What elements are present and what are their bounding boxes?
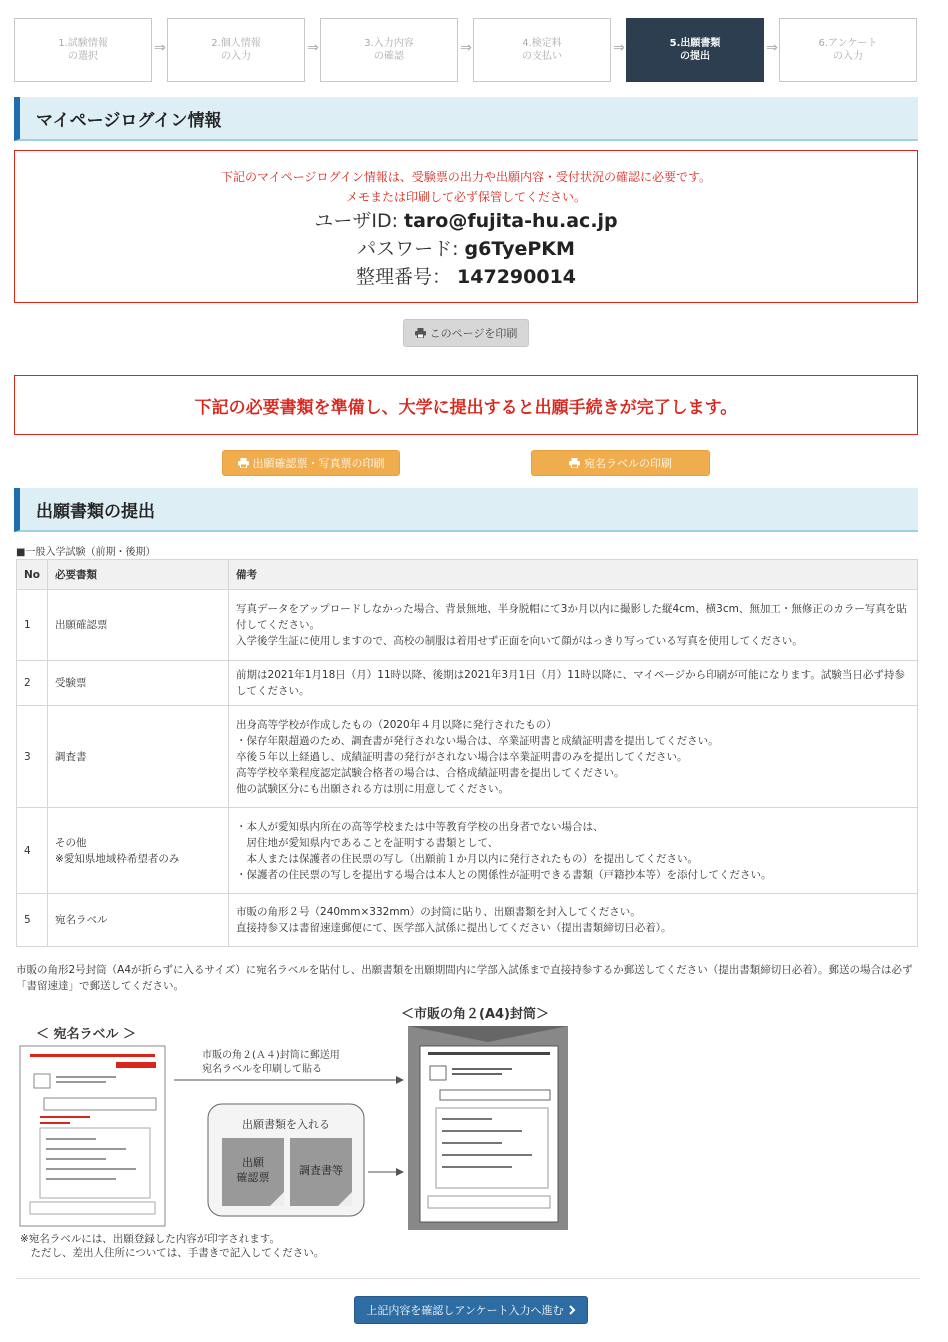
row-remarks: ・本人が愛知県内所在の高等学校または中等教育学校の出身者でない場合は、 居住地が愛知県内であることを証明する書類として、 本人または保護者の住民票の写し（出願前１か月以内に発行されたもの）を提出してください。 ・保護者の住民票の写しを提出する場合は本人との関係性が証明できる書類（戸籍抄本等）を添付してください。 xyxy=(229,808,918,894)
table-header-row xyxy=(17,560,918,590)
user-id-value: taro@fujita-hu.ac.jp xyxy=(404,210,618,232)
login-info-box xyxy=(14,150,918,303)
arrow-right-icon xyxy=(396,1168,404,1176)
table-row xyxy=(17,590,918,661)
row-remarks: 出身高等学校が作成したもの（2020年４月以降に発行されたもの） ・保存年限超過のため、調査書が発行されない場合は、卒業証明書と成績証明書を提出してください。 卒後５年以上経過し、成績証明書の発行がされない場合は卒業証明書のみを提出してください。 高等学校卒業程度認定試験合格者の場合は、合格成績証明書を提出してください。 他の試験区分にも出願される方は別に用意してください。 xyxy=(229,706,918,808)
print-page-button[interactable]: このページを印刷 xyxy=(403,319,529,347)
row-remarks: 写真データをアップロードしなかった場合、背景無地、半身脱帽にて3か月以内に撮影した縦4cm、横3cm、無加工・無修正のカラー写真を貼付してください。 入学後学生証に使用しますので、高校の制服は着用せず正面を向いて顔がはっきり写っている写真を使用してください。 xyxy=(229,590,918,661)
step-4: 4.検定料 の支払い xyxy=(473,18,611,82)
label-title: ＜ 宛名ラベル ＞ xyxy=(36,1027,137,1042)
doc-b-label: 調査書等 xyxy=(299,1164,343,1177)
row-no: 5 xyxy=(17,894,48,947)
progress-steps xyxy=(14,18,918,82)
step-arrow-icon: ⇒ xyxy=(613,40,625,56)
login-note-2: メモまたは印刷して必ず保管してください。 xyxy=(345,190,586,204)
exam-caption: ■一般入学試験（前期・後期） xyxy=(16,547,156,558)
label-footnote-1: ※宛名ラベルには、出願登録した内容が印字されます。 xyxy=(20,1233,280,1245)
table-row xyxy=(17,894,918,947)
docs-section-title: 出願書類の提出 xyxy=(14,488,918,532)
arrow-text-1: 市販の角２(Ａ４)封筒に郵送用 xyxy=(202,1050,340,1061)
divider xyxy=(16,1278,920,1279)
step-1: 1.試験情報 の選択 xyxy=(14,18,152,82)
row-no: 3 xyxy=(17,706,48,808)
row-document: 調査書 xyxy=(48,706,229,808)
login-section-title: マイページログイン情報 xyxy=(14,97,918,141)
table-row xyxy=(17,808,918,894)
mailing-illustration xyxy=(16,1002,596,1264)
printer-icon xyxy=(569,458,580,468)
step-3: 3.入力内容 の確認 xyxy=(320,18,458,82)
docs-box-title: 出願書類を入れる xyxy=(242,1118,330,1131)
next-survey-button[interactable]: 上記内容を確認しアンケート入力へ進む xyxy=(354,1296,588,1324)
step-2: 2.個人情報 の入力 xyxy=(167,18,305,82)
row-no: 2 xyxy=(17,661,48,706)
step-arrow-icon: ⇒ xyxy=(154,40,166,56)
chevron-right-icon xyxy=(568,1305,576,1315)
reference-number-value: 147290014 xyxy=(457,266,577,288)
print-address-label-button[interactable]: 宛名ラベルの印刷 xyxy=(531,450,710,476)
mailing-instructions: 市販の角形2号封筒（A4が折らずに入るサイズ）に宛名ラベルを貼付し、出願書類を出願期間内に学部入試係まで直接持参するか郵送してください（提出書類締切日必着）。郵送の場合は必ず「書留速達」で郵送してください。 xyxy=(16,964,913,992)
step-6: 6.アンケート の入力 xyxy=(779,18,917,82)
address-label-image xyxy=(20,1046,165,1226)
password-value: g6TyePKM xyxy=(464,238,575,260)
table-row xyxy=(17,661,918,706)
col-no: No xyxy=(17,560,48,590)
row-document: 出願確認票 xyxy=(48,590,229,661)
envelope-title: ＜市販の角２(A4)封筒＞ xyxy=(401,1007,549,1022)
step-5-current: 5.出願書類 の提出 xyxy=(626,18,764,82)
label-footnote-2: ただし、差出人住所については、手書きで記入してください。 xyxy=(20,1247,325,1259)
arrow-text-2: 宛名ラベルを印刷して貼る xyxy=(202,1064,322,1075)
row-remarks: 市販の角形２号（240mm×332mm）の封筒に貼り、出願書類を封入してください。 直接持参又は書留速達郵便にて、医学部入試係に提出してください（提出書類締切日必着）。 xyxy=(229,894,918,947)
arrow-right-icon xyxy=(396,1076,404,1084)
password-line: パスワード: g6TyePKM xyxy=(357,238,575,260)
completion-notice: 下記の必要書類を準備し、大学に提出すると出願手続きが完了します。 xyxy=(14,375,918,435)
svg-text:出願: 出願 xyxy=(242,1156,264,1169)
row-document: 宛名ラベル xyxy=(48,894,229,947)
documents-box xyxy=(208,1104,364,1216)
row-no: 1 xyxy=(17,590,48,661)
printer-icon xyxy=(415,328,426,338)
login-note-1: 下記のマイページログイン情報は、受験票の出力や出願内容・受付状況の確認に必要です。 xyxy=(221,170,711,184)
row-remarks: 前期は2021年1月18日（月）11時以降、後期は2021年3月1日（月）11時以降に、マイページから印刷が可能になります。試験当日必ず持参してください。 xyxy=(229,661,918,706)
svg-text:確認票: 確認票 xyxy=(236,1171,270,1184)
step-arrow-icon: ⇒ xyxy=(766,40,778,56)
step-arrow-icon: ⇒ xyxy=(460,40,472,56)
user-id-line: ユーザID: taro@fujita-hu.ac.jp xyxy=(314,210,618,232)
printer-icon xyxy=(238,458,249,468)
col-remarks: 備考 xyxy=(229,560,918,590)
row-document: 受験票 xyxy=(48,661,229,706)
print-confirmation-button[interactable]: 出願確認票・写真票の印刷 xyxy=(222,450,400,476)
step-arrow-icon: ⇒ xyxy=(307,40,319,56)
reference-number-line: 整理番号： 147290014 xyxy=(355,266,577,288)
table-row xyxy=(17,706,918,808)
col-document: 必要書類 xyxy=(48,560,229,590)
documents-table xyxy=(16,559,918,947)
row-document: その他 ※愛知県地域枠希望者のみ xyxy=(48,808,229,894)
envelope-image xyxy=(408,1026,568,1230)
row-no: 4 xyxy=(17,808,48,894)
